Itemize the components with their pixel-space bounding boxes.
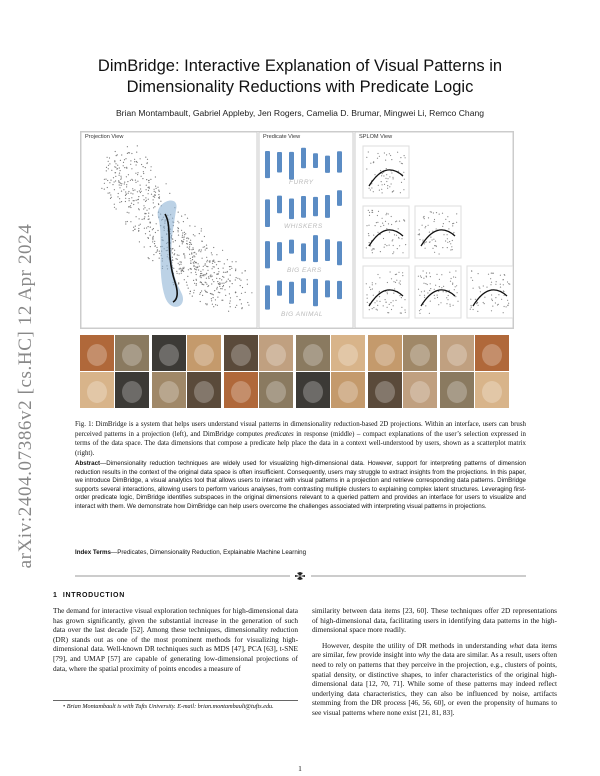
projection-view-label: Projection View bbox=[85, 134, 124, 140]
teaser-svg bbox=[81, 132, 513, 328]
index-terms: Index Terms—Predicates, Dimensionality Reduction, Explainable Machine Learning bbox=[75, 549, 307, 556]
teaser-figure bbox=[80, 131, 514, 329]
author-list: Brian Montambault, Gabriel Appleby, Jen Rogers, Camelia D. Brumar, Mingwei Li, Remco Chang bbox=[115, 108, 485, 118]
footnote: • Brian Montambault is with Tufts University. E-mail: brian.montambault@tufts.edu. bbox=[63, 703, 274, 710]
footnote-rule bbox=[53, 700, 298, 701]
predicate-view-label: Predicate View bbox=[263, 134, 301, 140]
splom-view-label: SPLOM View bbox=[359, 134, 393, 140]
abstract: Abstract—Dimensionality reduction techniques are widely used for visualizing high-dimensional data. However, support for interpreting patterns of dimension reduction results in the context of the original data space is often insufficient. Consequently, users may struggle to extract insights from the projections. In this paper, we introduce DimBridge, a visual analytics tool that allows users to interact with visual patterns in a projection and retrieve corresponding data patterns. DimBridge supports several interactions, allowing users to perform various analyses, from contrasting multiple clusters to explaining complex latent structures. Leveraging first-order predicate logic, DimBridge identifies subspaces in the original dimensions relevant to a queried pattern and provides an interface for users to visualize and interact with them. We demonstrate how DimBridge can help users overcome the challenges associated with interpreting visual patterns in projections. bbox=[75, 460, 526, 510]
photo-strip-svg bbox=[80, 335, 512, 409]
predicate-big-ears: BIG EARS bbox=[287, 267, 322, 274]
predicate-furry: FURRY bbox=[289, 179, 314, 186]
paper-title: DimBridge: Interactive Explanation of Visual Patterns in Dimensionality Reductions with Predicate Logic bbox=[97, 57, 503, 96]
section-divider bbox=[75, 572, 526, 580]
arxiv-identifier: arXiv:2404.07386v2 [cs.HC] 12 Apr 2024 bbox=[15, 223, 36, 569]
example-photos bbox=[80, 335, 512, 409]
section-heading: 1 INTRODUCTION bbox=[53, 592, 125, 599]
intro-column-1: The demand for interactive visual exploration techniques for high-dimensional data has grown significantly, given the substantial increase in the generation of such data over the last decade [52]. Among these techniques, dimensionality reduction (DR) stands out as one of the most prominent methods for visualizing high-dimensional data. Well-known DR techniques such as MDS [47], PCA [63], t-SNE [79], and UMAP [57] are capable of generating low-dimensional projections of data, where the spatial proximity of points encodes a measure of bbox=[53, 606, 298, 673]
predicate-big-animal: BIG ANIMAL bbox=[281, 311, 323, 318]
intro-column-2: similarity between data items [23, 60]. These techniques offer 2D representations of high-dimensional data, facilitating users in identifying data patterns in the high-dimensional space more readily. However, despite the utility of DR methods in understanding what data items are similar, few provide insight into why the data are similar. As a result, users often need to rely on patterns that they perceive in the projection, e.g., clusters of points, spatial density, or distinctive shapes, to infer characteristics of the original high-dimensional data [12, 70, 71]. While some of these patterns may indeed reflect underlying data characteristics, they can also be influenced by noise, artifacts stemming from the DR process [46, 56, 60], or even the propensity of humans to see visual patterns where none exist [21, 81, 83]. bbox=[312, 606, 558, 717]
page-number: 1 bbox=[298, 764, 302, 773]
figure-caption: Fig. 1: DimBridge is a system that helps users understand visual patterns in dimensionality reduction-based 2D projections. Within an interface, users can brush perceived patterns in a projection (left), and DimBridge computes predicates in response (middle) – compact explanations of the user’s selection expressed in terms of the data space. The data dimensions that compose a predicate help place the data in a context well-understood by users, shown as a scatterplot matrix (right). bbox=[75, 421, 526, 457]
predicate-whiskers: WHISKERS bbox=[284, 223, 323, 230]
